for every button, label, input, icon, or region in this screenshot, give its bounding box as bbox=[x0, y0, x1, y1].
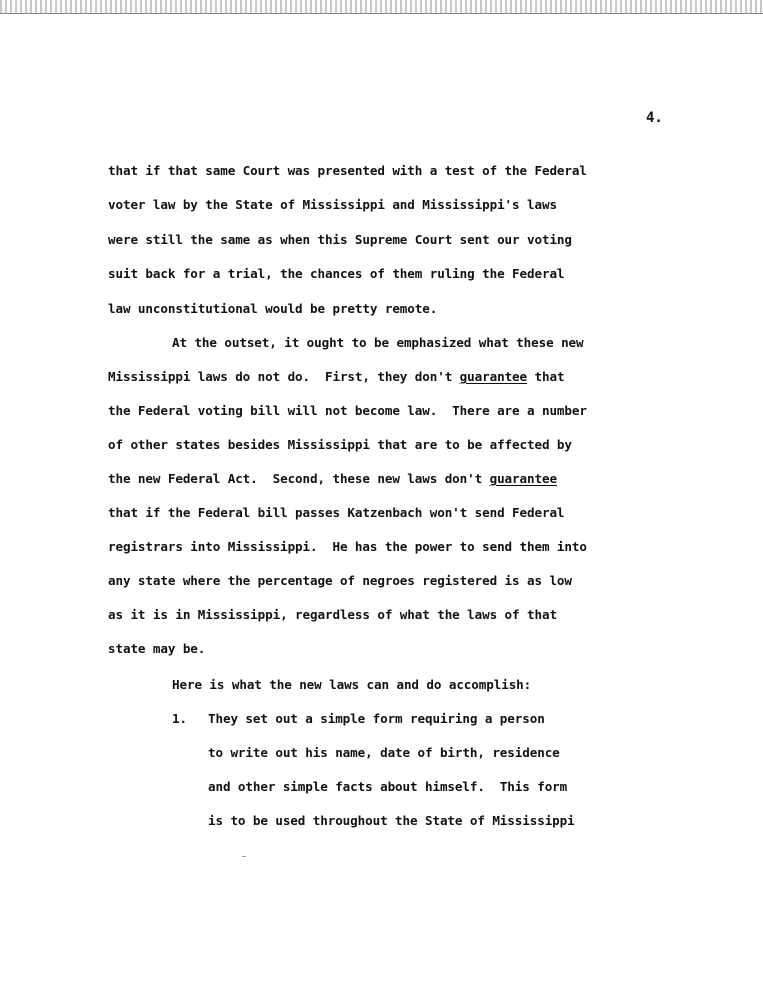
scan-speck bbox=[242, 856, 246, 857]
page-number: 4. bbox=[646, 110, 663, 126]
paragraph2-line10: state may be. bbox=[108, 641, 206, 656]
underlined-guarantee-2: guarantee bbox=[489, 471, 557, 486]
paragraph2-line2 bbox=[108, 369, 564, 384]
paragraph2-line6: that if the Federal bill passes Katzenbach won't send Federal bbox=[108, 505, 565, 520]
paragraph2-line4: of other states besides Mississippi that are to be affected by bbox=[108, 437, 572, 452]
paragraph3-line1: Here is what the new laws can and do accomplish: bbox=[172, 677, 532, 692]
paragraph2-line5 bbox=[108, 471, 557, 486]
paragraph2-line5-text: the new Federal Act. Second, these new laws don't bbox=[108, 471, 490, 486]
list-item-number: 1. bbox=[172, 711, 187, 726]
paragraph2-line1: At the outset, it ought to be emphasized what these new bbox=[172, 335, 584, 350]
scan-top-edge-line bbox=[0, 13, 763, 14]
paragraph2-line2-end: that bbox=[527, 369, 565, 384]
paragraph2-line9: as it is in Mississippi, regardless of what the laws of that bbox=[108, 607, 557, 622]
paragraph2-line7: registrars into Mississippi. He has the power to send them into bbox=[108, 539, 587, 554]
underlined-guarantee-1: guarantee bbox=[459, 369, 528, 384]
scan-top-edge bbox=[0, 0, 763, 14]
list-item1-line2: to write out his name, date of birth, residence bbox=[208, 745, 560, 760]
paragraph2-line8: any state where the percentage of negroes registered is as low bbox=[108, 573, 572, 588]
paragraph2-line3: the Federal voting bill will not become law. There are a number bbox=[108, 403, 587, 418]
list-item1-line1: They set out a simple form requiring a person bbox=[208, 711, 545, 726]
paragraph1-line5: law unconstitutional would be pretty remote. bbox=[108, 301, 438, 316]
paragraph2-line2-text: Mississippi laws do not do. First, they don't bbox=[108, 369, 460, 384]
list-item1-line4: is to be used throughout the State of Mississippi bbox=[208, 813, 575, 828]
paragraph1-line1: that if that same Court was presented with a test of the Federal bbox=[108, 163, 587, 178]
list-item1-line3: and other simple facts about himself. This form bbox=[208, 779, 568, 794]
paragraph1-line2: voter law by the State of Mississippi and Mississippi's laws bbox=[108, 197, 557, 212]
paragraph1-line4: suit back for a trial, the chances of them ruling the Federal bbox=[108, 266, 565, 281]
paragraph1-line3: were still the same as when this Supreme Court sent our voting bbox=[108, 232, 572, 247]
